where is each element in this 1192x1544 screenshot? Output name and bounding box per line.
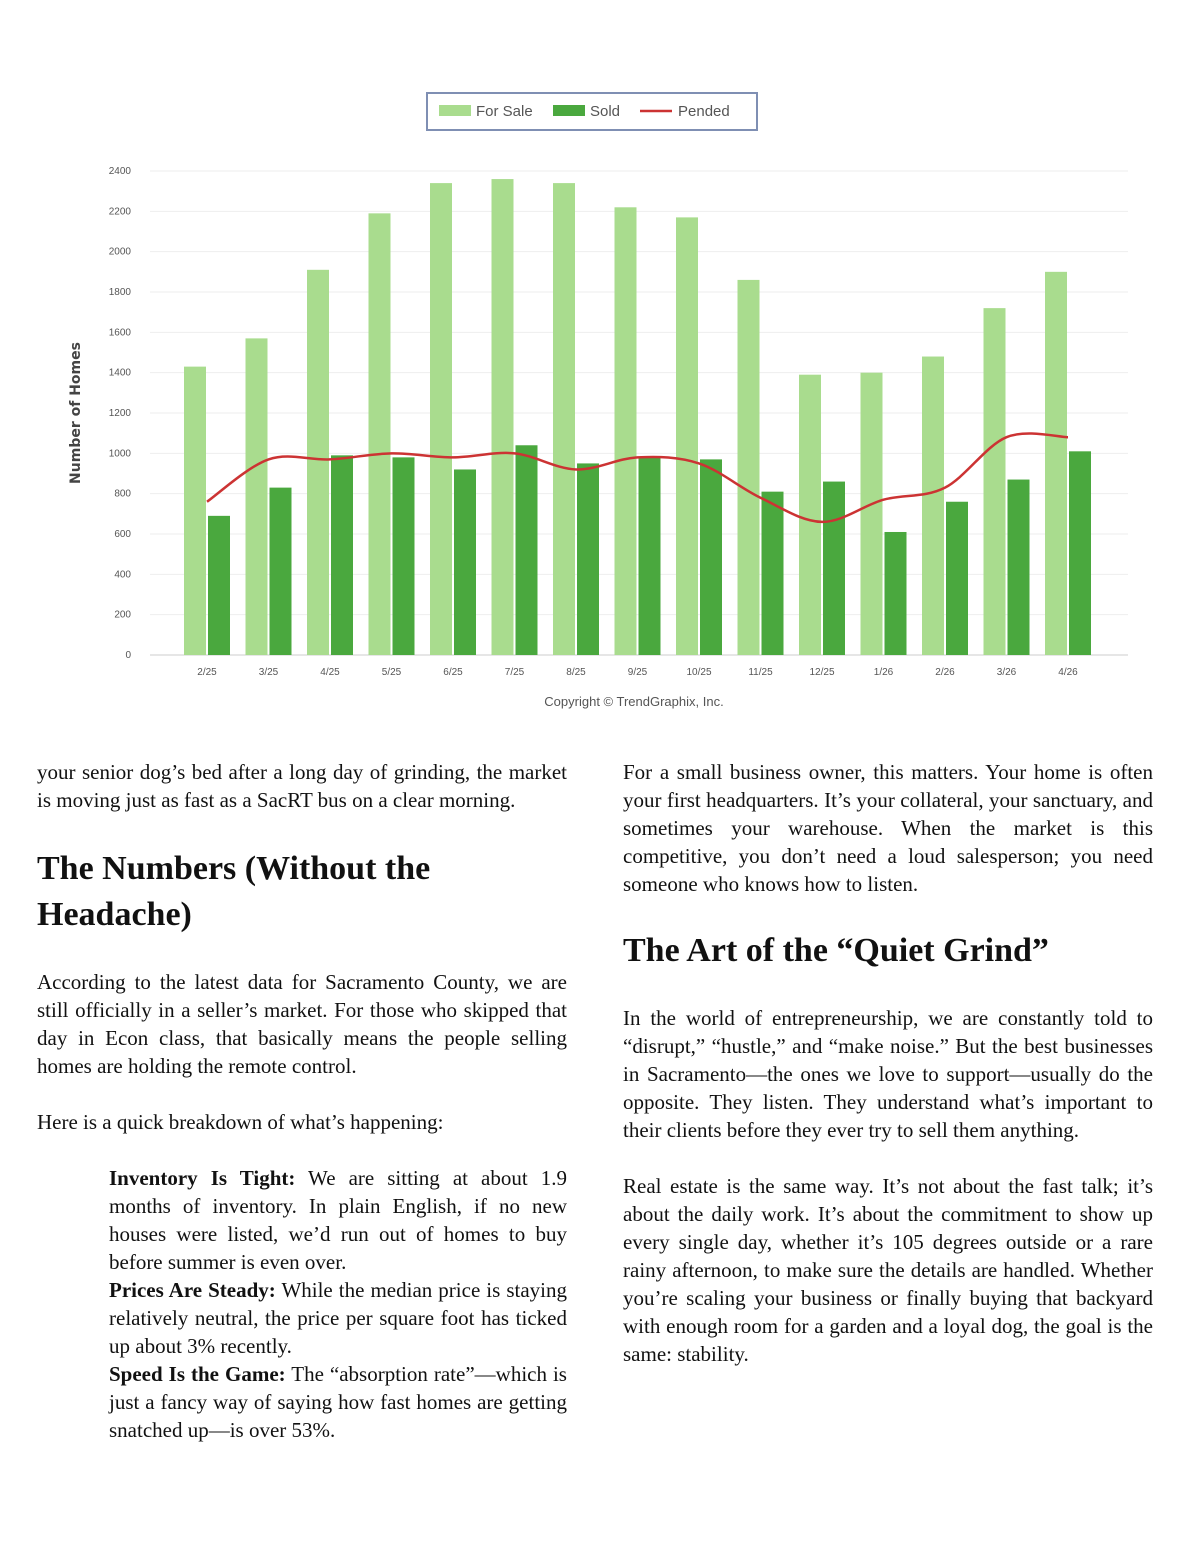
for-sale-bar <box>738 280 760 655</box>
sold-bar <box>1008 480 1030 655</box>
y-tick-label: 1400 <box>108 367 131 379</box>
left-column <box>37 758 567 1444</box>
x-tick-label: 11/25 <box>748 667 773 678</box>
chart-copyright: Copyright © TrendGraphix, Inc. <box>544 694 724 709</box>
sold-bar <box>393 457 415 655</box>
y-tick-label: 1600 <box>108 327 131 339</box>
x-tick-label: 6/25 <box>443 667 463 678</box>
for-sale-bar <box>307 270 329 655</box>
list-item <box>109 1276 567 1360</box>
legend-swatch-for-sale <box>439 105 471 116</box>
for-sale-bar <box>553 183 575 655</box>
y-tick-label: 600 <box>114 529 131 540</box>
market-chart <box>0 0 1192 730</box>
breakdown-intro: Here is a quick breakdown of what’s happening: <box>37 1110 444 1134</box>
y-tick-label: 2200 <box>108 206 131 218</box>
breakdown-list <box>109 1164 567 1444</box>
chart-canvas <box>0 0 1192 730</box>
sold-bar <box>762 492 784 655</box>
y-tick-label: 800 <box>114 488 131 500</box>
bullet-label: Prices Are Steady: <box>109 1278 276 1302</box>
for-sale-bar <box>615 207 637 655</box>
sold-bar <box>270 488 292 655</box>
quiet-grind-heading: The Art of the “Quiet Grind” <box>623 932 1049 969</box>
legend-label-sold: Sold <box>590 103 621 120</box>
y-tick-label: 1800 <box>108 287 131 298</box>
x-tick-label: 2/26 <box>935 667 955 678</box>
for-sale-bar <box>1045 272 1067 655</box>
sold-bar <box>823 482 845 655</box>
for-sale-bar <box>184 367 206 655</box>
real-estate-paragraph: Real estate is the same way. It’s not about the fast talk; it’s about the daily work. It’s about the commitment to show up every single day, whether it’s 105 degrees outside or a rare rainy afternoon, to make sure the details are handled. Whether you’re scaling your business or finally buying that backyard with enough room for a garden and a loyal dog, the goal is the same: stability. <box>623 1174 1153 1366</box>
bullet-label: Inventory Is Tight: <box>109 1166 296 1190</box>
y-tick-label: 1200 <box>108 408 131 419</box>
y-axis-title: Number of Homes <box>68 342 84 484</box>
list-item <box>109 1360 567 1444</box>
seller-market-paragraph: According to the latest data for Sacramento County, we are still officially in a seller’s market. For those who skipped that day in Econ class, that basically means the people selling homes are holding the remote control. <box>37 970 567 1078</box>
y-tick-label: 1000 <box>108 448 131 460</box>
bullet-text: While the median price is staying relatively neutral, the price per square foot has ticked up about 3% recently. <box>109 1278 567 1358</box>
y-tick-label: 2000 <box>108 246 131 258</box>
for-sale-bar <box>861 373 883 655</box>
x-tick-label: 7/25 <box>504 667 525 678</box>
intro-paragraph: your senior dog’s bed after a long day of grinding, the market is moving just as fast as a SacRT bus on a clear morning. <box>37 760 567 812</box>
legend-label-pended: Pended <box>678 103 730 120</box>
x-tick-label: 3/26 <box>996 667 1017 678</box>
for-sale-bar <box>369 213 391 655</box>
bullet-text: The “absorption rate”—which is just a fancy way of saying how fast homes are getting snatched up—is over 53%. <box>109 1362 567 1442</box>
x-tick-label: 5/25 <box>381 667 402 678</box>
y-tick-label: 400 <box>114 569 131 581</box>
sold-bar <box>1069 451 1091 655</box>
x-tick-label: 4/26 <box>1058 667 1078 678</box>
x-tick-label: 2/25 <box>197 667 217 678</box>
x-tick-label: 4/25 <box>320 667 340 678</box>
for-sale-bar <box>246 338 268 655</box>
sold-bar <box>885 532 907 655</box>
bullet-text: We are sitting at about 1.9 months of inventory. In plain English, if no new houses were listed, we’d run out of homes to buy before summer is even over. <box>109 1166 567 1274</box>
sold-bar <box>516 445 538 655</box>
y-tick-label: 0 <box>125 650 131 661</box>
numbers-heading: The Numbers (Without the Headache) <box>37 850 431 933</box>
right-column <box>623 758 1153 1368</box>
x-tick-label: 10/25 <box>686 667 712 678</box>
for-sale-bar <box>430 183 452 655</box>
bullet-label: Speed Is the Game: <box>109 1362 286 1386</box>
legend-label-for-sale: For Sale <box>476 103 533 120</box>
y-tick-label: 200 <box>114 609 131 621</box>
x-tick-label: 1/26 <box>873 667 894 678</box>
for-sale-bar <box>492 179 514 655</box>
entrepreneurship-paragraph: In the world of entrepreneurship, we are constantly told to “disrupt,” “hustle,” and “make noise.” But the best businesses in Sacramento—the ones we love to support—usually do the opposite. They listen. They understand what’s important to their clients before they ever try to sell them anything. <box>623 1006 1153 1142</box>
sold-bar <box>454 469 476 655</box>
x-tick-label: 12/25 <box>809 667 835 678</box>
x-tick-label: 3/25 <box>258 667 279 678</box>
sold-bar <box>331 455 353 655</box>
x-tick-label: 9/25 <box>627 667 648 678</box>
for-sale-bar <box>799 375 821 655</box>
y-tick-label: 2400 <box>108 166 131 177</box>
sold-bar <box>700 459 722 655</box>
legend-swatch-sold <box>553 105 585 116</box>
for-sale-bar <box>984 308 1006 655</box>
sold-bar <box>208 516 230 655</box>
small-business-paragraph: For a small business owner, this matters. Your home is often your first headquarters. It’s your collateral, your sanctuary, and sometimes your warehouse. When the market is this competitive, you don’t need a loud salesperson; you need someone who knows how to listen. <box>623 760 1153 896</box>
list-item <box>109 1164 567 1276</box>
for-sale-bar <box>922 357 944 655</box>
for-sale-bar <box>676 217 698 655</box>
sold-bar <box>639 457 661 655</box>
sold-bar <box>946 502 968 655</box>
x-tick-label: 8/25 <box>566 667 586 678</box>
sold-bar <box>577 463 599 655</box>
